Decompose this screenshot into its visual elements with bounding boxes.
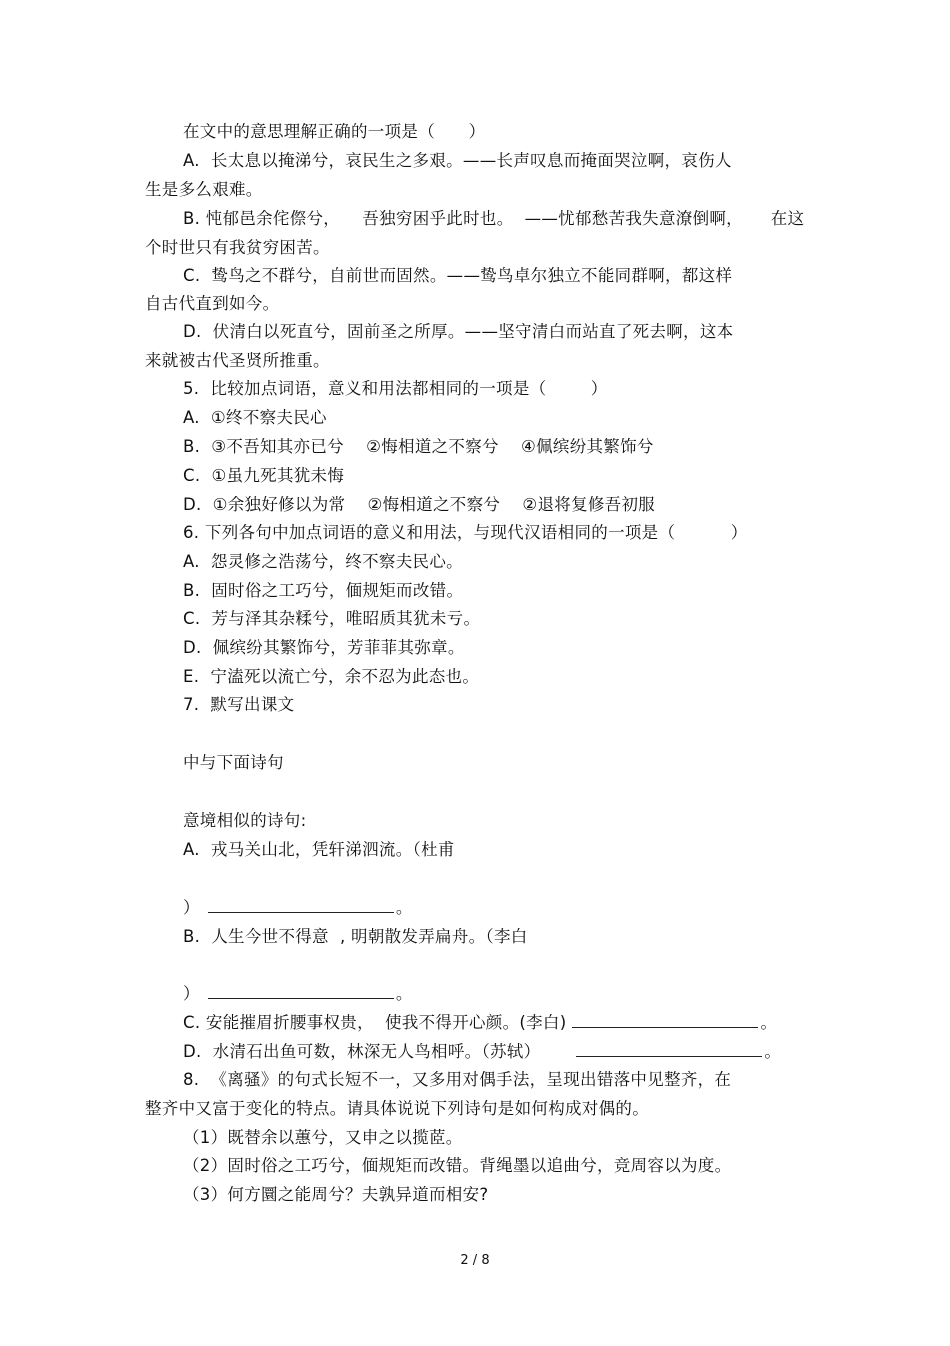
option-d: D. 佩缤纷其繁饰兮，芳菲菲其弥章。	[183, 638, 465, 657]
text-line: 整齐中又富于变化的特点。请具体说说下列诗句是如何构成对偶的。	[145, 1099, 649, 1118]
item-b: B. 人生今世不得意 , 明朝散发弄扁舟。（李白	[183, 927, 528, 946]
fill-line-b	[183, 983, 413, 1005]
sub-item-1: （1）既替余以蕙兮，又申之以揽茝。	[183, 1128, 463, 1147]
answer-blank[interactable]	[208, 898, 394, 913]
bracket: ）	[183, 984, 200, 1003]
text-line: 生是多么艰难。	[145, 180, 263, 199]
text-line: 意境相似的诗句:	[183, 811, 307, 830]
period: 。	[395, 898, 413, 917]
period: 。	[764, 1042, 782, 1061]
option-a: A. 怨灵修之浩荡兮，终不察夫民心。	[183, 552, 463, 571]
text-line: 个时世只有我贫穷困苦。	[145, 238, 330, 257]
option-e: E. 宁溘死以流亡兮，余不忍为此态也。	[183, 667, 480, 686]
item-a: A. 戎马关山北，凭轩涕泗流。（杜甫	[183, 840, 455, 859]
bracket: ）	[183, 898, 200, 917]
option-c: C. ①虽九死其犹未悔	[183, 466, 345, 485]
period: 。	[760, 1013, 778, 1032]
text-line: 中与下面诗句	[183, 753, 284, 772]
text-line: D. 伏清白以死直兮，固前圣之所厚。——坚守清白而站直了死去啊，这本	[183, 322, 734, 341]
item-c	[183, 1012, 777, 1034]
text-line: A. 长太息以掩涕兮，哀民生之多艰。——长声叹息而掩面哭泣啊，哀伤人	[183, 151, 732, 170]
option-b: B. 固时俗之工巧兮，偭规矩而改错。	[183, 581, 464, 600]
answer-blank[interactable]	[572, 1013, 758, 1028]
question-8: 8. 《离骚》的句式长短不一，又多用对偶手法，呈现出错落中见整齐，在	[183, 1070, 732, 1089]
period: 。	[395, 984, 413, 1003]
option-c: C. 芳与泽其杂糅兮，唯昭质其犹未亏。	[183, 609, 481, 628]
text-line: 在文中的意思理解正确的一项是（ ）	[183, 122, 486, 141]
item-c-text: C. 安能摧眉折腰事权贵， 使我不得开心颜。(李白)	[183, 1013, 567, 1032]
question-7: 7. 默写出课文	[183, 695, 295, 714]
option-a: A. ①终不察夫民心	[183, 408, 327, 427]
item-d	[183, 1041, 781, 1063]
question-6: 6. 下列各句中加点词语的意义和用法，与现代汉语相同的一项是（ ）	[183, 523, 748, 542]
fill-line-a	[183, 897, 413, 919]
item-d-text: D. 水清石出鱼可数，林深无人鸟相呼。（苏轼）	[183, 1042, 541, 1061]
page-number: 2 / 8	[460, 1253, 490, 1268]
sub-item-2: （2）固时俗之工巧兮，偭规矩而改错。背绳墨以追曲兮，竞周容以为度。	[183, 1156, 732, 1175]
option-d: D. ①余独好修以为常 ②悔相道之不察兮 ②退将复修吾初服	[183, 495, 656, 514]
text-line: 来就被古代圣贤所推重。	[145, 351, 330, 370]
text-line: 自古代直到如今。	[145, 294, 280, 313]
option-b: B. ③不吾知其亦已兮 ②悔相道之不察兮 ④佩缤纷其繁饰兮	[183, 437, 654, 456]
answer-blank[interactable]	[576, 1042, 762, 1057]
question-5: 5. 比较加点词语，意义和用法都相同的一项是（ ）	[183, 379, 608, 398]
sub-item-3: （3）何方圜之能周兮？夫孰异道而相安?	[183, 1185, 489, 1204]
answer-blank[interactable]	[208, 984, 394, 999]
text-line: B. 忳郁邑余侘傺兮， 吾独穷困乎此时也。 ——忧郁愁苦我失意潦倒啊， 在这	[183, 209, 805, 228]
text-line: C. 鸷鸟之不群兮，自前世而固然。——鸷鸟卓尔独立不能同群啊，都这样	[183, 266, 733, 285]
